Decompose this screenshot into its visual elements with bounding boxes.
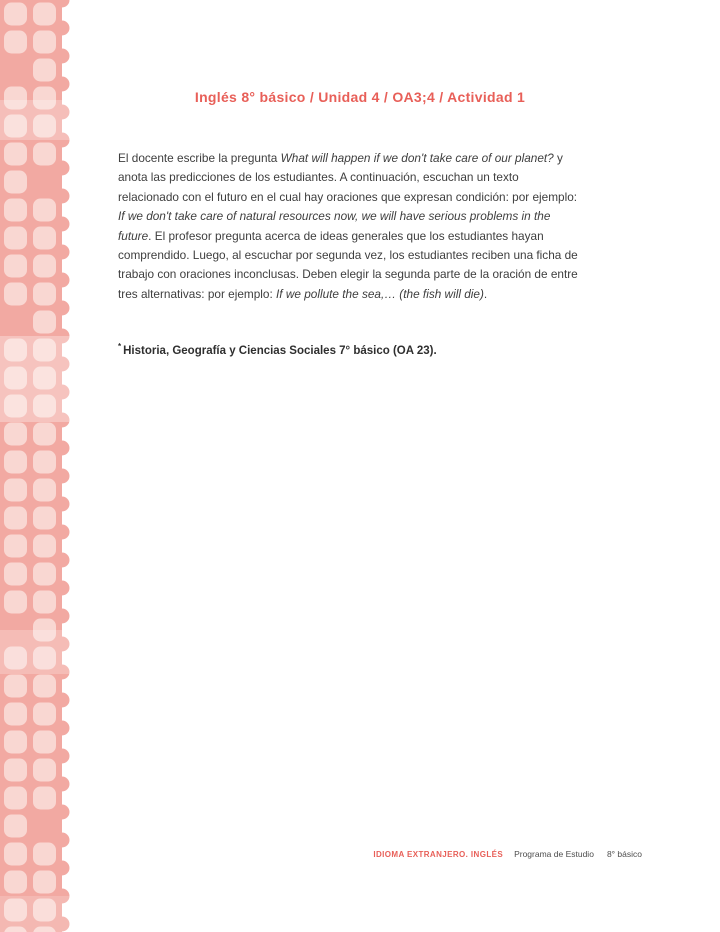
footer-section-label: IDIOMA EXTRANJERO. INGLÉS — [373, 850, 504, 859]
activity-description-paragraph: El docente escribe la pregunta What will happen if we don't take care of our planet? y anota las predicciones de los estudiantes. A continuación, escuchan un texto relacionado con el futuro en el cual hay oraciones que expresan condición: por ejemplo: If we don't take care of natural resources now, we will have serious problems in the future. El profesor pregunta acerca de ideas generales que los estudiantes hayan comprendido. Luego, al escuchar por segunda vez, los estudiantes reciben una ficha de trabajo con oraciones inconclusas. Deben elegir la segunda parte de la oración de entre tres alternativas: por ejemplo: If we pollute the sea,… (the fish will die). — [118, 151, 578, 301]
footer-document-name: Programa de Estudio — [514, 849, 594, 859]
footer-grade-label: 8° básico — [606, 849, 642, 859]
page-footer — [373, 849, 642, 859]
footnote-marker: * — [118, 342, 122, 352]
decorative-border-pattern — [0, 0, 72, 932]
footnote-text: Historia, Geografía y Ciencias Sociales 7° básico (OA 23). — [123, 345, 437, 357]
footnote — [118, 344, 582, 358]
page-title: Inglés 8° básico / Unidad 4 / OA3;4 / Actividad 1 — [194, 89, 526, 105]
